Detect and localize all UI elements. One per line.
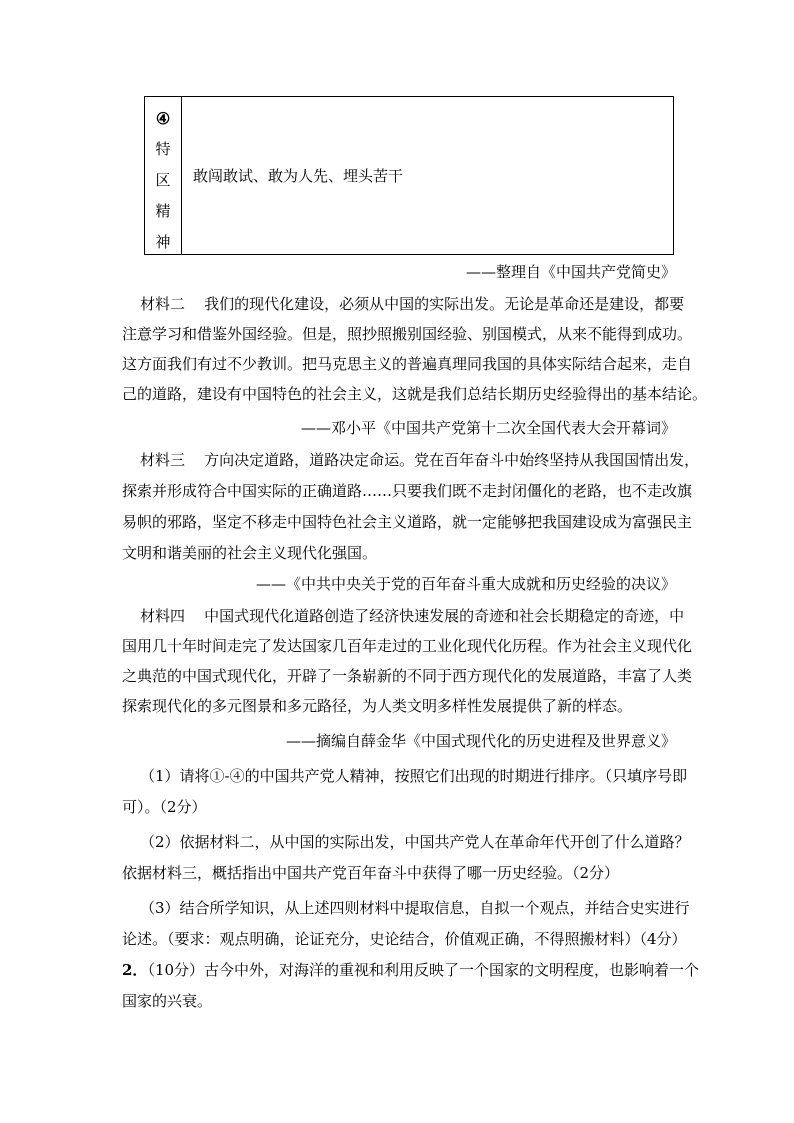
label-char: 区: [155, 171, 171, 189]
question-line: （1）请将①-④的中国共产党人精神，按照它们出现的时期进行排序。（只填序号即: [140, 767, 688, 785]
question-line: 论述。（要求：观点明确，论证充分，史论结合，价值观正确，不得照搬材料）（4分）: [122, 930, 687, 948]
question-text: （10分）古今中外，对海洋的重视和利用反映了一个国家的文明程度，也影响着一个: [147, 961, 700, 979]
label-char: 神: [155, 233, 171, 251]
paragraph-line: 这方面我们有过不少教训。把马克思主义的普遍真理同我国的具体实际结合起来，走自: [122, 355, 693, 373]
spirit-content: 敢闯敢试、敢为人先、埋头苦干: [193, 167, 404, 185]
paragraph-line: 探索现代化的多元图景和多元路径，为人类文明多样性发展提供了新的样态。: [122, 697, 633, 715]
question-line: （2）依据材料二，从中国的实际出发，中国共产党人在革命年代开创了什么道路？: [140, 833, 690, 851]
question-line: 依据材料三，概括指出中国共产党百年奋斗中获得了哪一历史经验。（2分）: [122, 864, 620, 882]
paragraph-line: 易帜的邪路，坚定不移走中国特色社会主义道路，就一定能够把我国建设成为富强民主: [122, 513, 693, 531]
spirit-content-cell: [182, 97, 673, 254]
spirit-label-cell: [145, 97, 182, 254]
paragraph-line: 己的道路，建设有中国特色的社会主义，这就是我们总结长期历史经验得出的基本结论。: [122, 385, 708, 403]
item-number: ④: [155, 109, 171, 128]
source-citation: ——邓小平《中国共产党第十二次全国代表大会开幕词》: [300, 419, 676, 437]
question-line: （3）结合所学知识，从上述四则材料中提取信息，自拟一个观点，并结合史实进行: [140, 899, 690, 917]
paragraph-line: 材料四 中国式现代化道路创造了经济快速发展的奇迹和社会长期稳定的奇迹，中: [140, 607, 685, 625]
spirit-table: [144, 96, 674, 255]
paragraph-line: 探索并形成符合中国实际的正确道路……只要我们既不走封闭僵化的老路，也不走改旗: [122, 482, 693, 500]
label-char: 精: [155, 202, 171, 220]
paragraph-line: 注意学习和借鉴外国经验。但是，照抄照搬别国经验、别国模式，从来不能得到成功。: [122, 325, 693, 343]
paragraph-line: 材料二 我们的现代化建设，必须从中国的实际出发。无论是革命还是建设，都要: [140, 295, 685, 313]
paragraph-line: 文明和谐美丽的社会主义现代化强国。: [122, 544, 378, 562]
label-char: 特: [155, 140, 171, 158]
paragraph-line: 国用几十年时间走完了发达国家几百年走过的工业化现代化历程。作为社会主义现代化: [122, 637, 693, 655]
paragraph-line: 之典范的中国式现代化，开辟了一条崭新的不同于西方现代化的发展道路，丰富了人类: [122, 667, 693, 685]
question-line: 国家的兴衰。: [122, 992, 213, 1010]
question-number: 2．: [122, 961, 148, 979]
source-citation: ——摘编自薛金华《中国式现代化的历史进程及世界意义》: [285, 732, 676, 750]
source-citation: ——《中共中央关于党的百年奋斗重大成就和历史经验的决议》: [255, 575, 676, 593]
source-citation: ——整理自《中国共产党简史》: [465, 263, 676, 281]
question-line: 可）。（2分）: [122, 798, 207, 816]
question-line: [122, 960, 699, 980]
paragraph-line: 材料三 方向决定道路，道路决定命运。党在百年奋斗中始终坚持从我国国情出发，: [140, 451, 700, 469]
